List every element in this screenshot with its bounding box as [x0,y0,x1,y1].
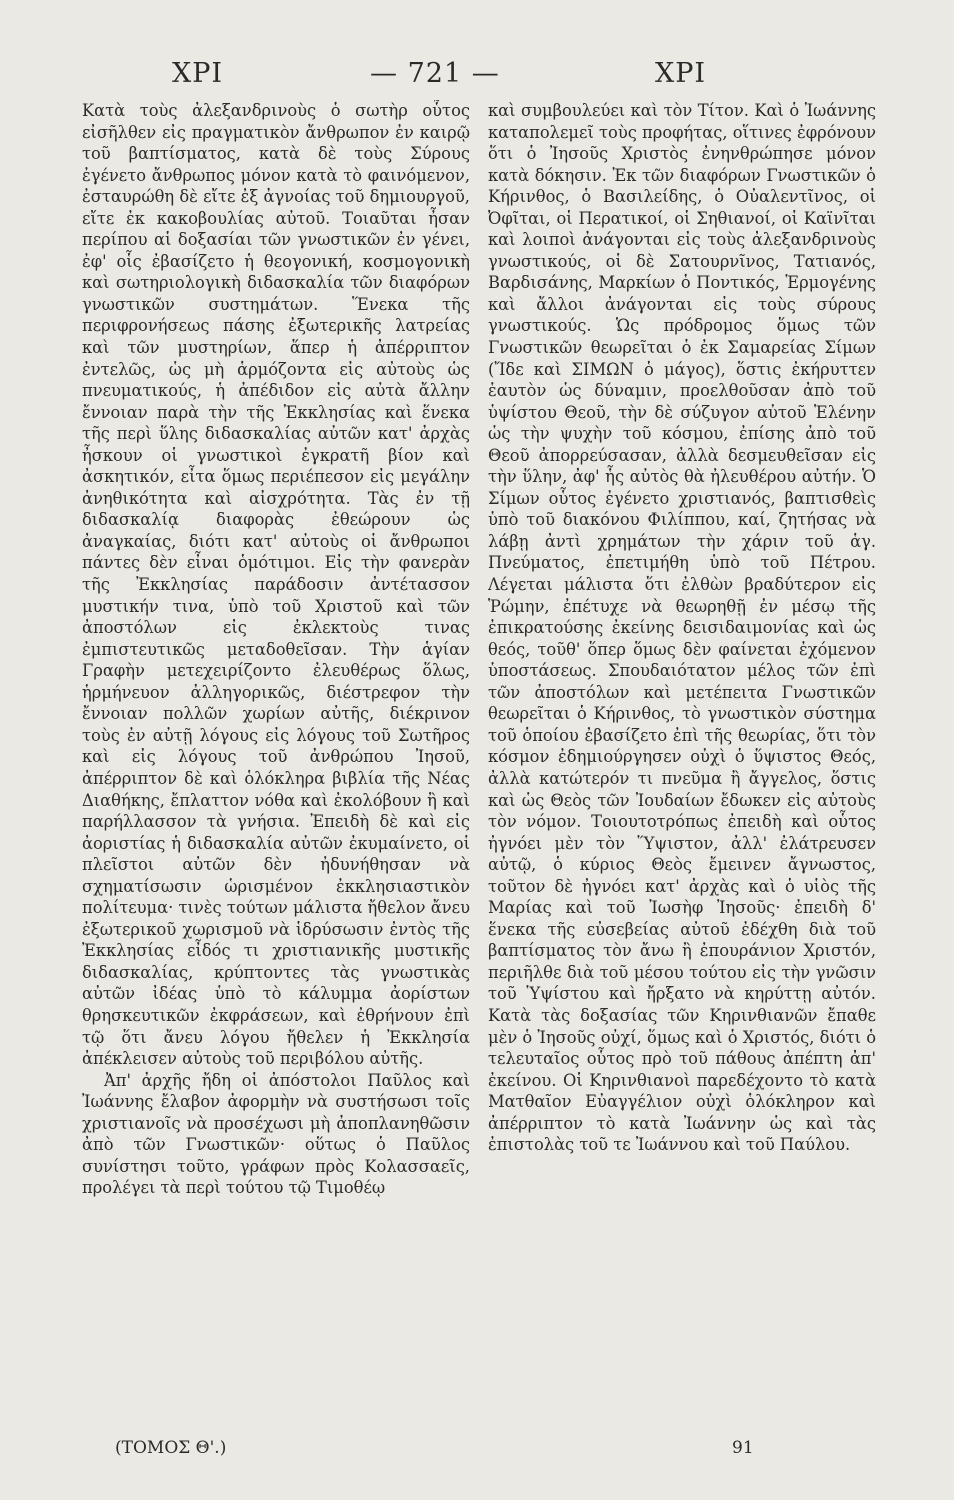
volume-label: (ΤΟΜΟΣ Θ'.) [115,1438,227,1458]
page-footer [0,1438,954,1468]
page-number: — 721 — [370,58,500,89]
right-paragraph-1: καὶ συμβουλεύει καὶ τὸν Τίτον. Καὶ ὁ Ἰωάννης καταπολεμεῖ τοὺς προφήτας, οἵτινες ἐφρόνουν ὅτι ὁ Ἰησοῦς Χριστὸς ἐνηνθρώπησε μόνον κατὰ δόκησιν. Ἐκ τῶν διαφόρων Γνωστικῶν ὁ Κήρινθος, ὁ Βασιλείδης, ὁ Οὐαλεντῖνος, οἱ Ὀφῖται, οἱ Περατικοί, οἱ Σηθιανοί, οἱ Καϊνῖται καὶ λοιποὶ ἀνάγονται εἰς τοὺς ἀλεξανδρινοὺς γνωστικούς, οἱ δὲ Σατουρνῖνος, Τατιανός, Βαρδισάνης, Μαρκίων ὁ Ποντικός, Ἑρμογένης καὶ ἄλλοι ἀνάγονται εἰς τοὺς σύρους γνωστικούς. Ὡς πρόδρομος ὅμως τῶν Γνωστικῶν θεωρεῖται ὁ ἐκ Σαμαρείας Σίμων (Ἴδε καὶ ΣΙΜΩΝ ὁ μάγος), ὅστις ἐκήρυττεν ἑαυτὸν ὡς δύναμιν, προελθοῦσαν ἀπὸ τοῦ ὑψίστου Θεοῦ, τὴν δὲ σύζυγον αὐτοῦ Ἑλένην ὡς τὴν ψυχὴν τοῦ κόσμου, ἐπίσης ἀπὸ τοῦ Θεοῦ ἀπορρεύσασαν, ἀλλὰ δεσμευθεῖσαν εἰς τὴν ὕλην, ἀφ' ἧς αὐτὸς θὰ ἠλευθέρου αὐτήν. Ὁ Σίμων οὗτος ἐγένετο χριστιανός, βαπτισθεὶς ὑπὸ τοῦ διακόνου Φιλίππου, καί, ζητήσας νὰ λάβῃ ἀντὶ χρημάτων τὴν χάριν τοῦ ἁγ. Πνεύματος, ἐπετιμήθη ὑπὸ τοῦ Πέτρου. Λέγεται μάλιστα ὅτι ἐλθὼν βραδύτερον εἰς Ῥώμην, ἐπέτυχε νὰ θεωρηθῇ ἐν μέσῳ τῆς ἐπικρατούσης ἐκείνης δεισιδαιμονίας καὶ ὡς θεός, τοῦθ' ὅπερ ὅμως δὲν φαίνεται ἐχόμενον ὑποστάσεως. Σπουδαιότατον μέλος τῶν ἐπὶ τῶν ἀποστόλων καὶ μετέπειτα Γνωστικῶν θεωρεῖται ὁ Κήρινθος, τὸ γνωστικὸν σύστημα τοῦ ὁποίου ἐβασίζετο ἐπὶ τῆς θεωρίας, ὅτι τὸν κόσμον ἐδημιούργησεν οὐχὶ ὁ ὕψιστος Θεός, ἀλλὰ κατώτερόν τι πνεῦμα ἢ ἄγγελος, ὅστις καὶ ὡς Θεὸς τῶν Ἰουδαίων ἔδωκεν εἰς αὐτοὺς τὸν νόμον. Τοιουτοτρόπως ἐπειδὴ καὶ οὗτος ἠγνόει μὲν τὸν Ὕψιστον, ἀλλ' ἐλάτρευσεν αὐτῷ, ὁ κύριος Θεὸς ἔμεινεν ἄγνωστος, τοῦτον δὲ ἠγνόει κατ' ἀρχὰς καὶ ὁ υἱὸς τῆς Μαρίας καὶ τοῦ Ἰωσὴφ Ἰησοῦς· ἐπειδὴ δ' ἕνεκα τῆς εὐσεβείας αὐτοῦ ἐδέχθη διὰ τοῦ βαπτίσματος τὸν ἄνω ἢ ἐπουράνιον Χριστόν, περιῆλθε διὰ τοῦ μέσου τούτου εἰς τὴν γνῶσιν τοῦ Ὑψίστου καὶ ἤρξατο νὰ κηρύττῃ αὐτόν. Κατὰ τὰς δοξασίας τῶν Κηρινθιανῶν ἔπαθε μὲν ὁ Ἰησοῦς οὐχί, ὅμως καὶ ὁ Χριστός, διότι ὁ τελευταῖος οὗτος πρὸ τοῦ πάθους ἀπέπτη ἀπ' ἐκείνου. Οἱ Κηρινθιανοὶ παρεδέχοντο τὸ κατὰ Ματθαῖον Εὐαγγέλιον οὐχὶ ὁλόκληρον καὶ ἀπέρριπτον τὸ κατὰ Ἰωάννην ὡς καὶ τὰς ἐπιστολὰς τοῦ τε Ἰωάννου καὶ τοῦ Παύλου. [488,101,876,1155]
left-column [82,100,470,1430]
left-paragraph-2: Ἀπ' ἀρχῆς ἤδη οἱ ἀπόστολοι Παῦλος καὶ Ἰωάννης ἔλαβον ἀφορμὴν νὰ συστήσωσι τοῖς χριστιανοῖς νὰ προσέχωσι μὴ ἀποπλανηθῶσιν ἀπὸ τῶν Γνωστικῶν· οὕτως ὁ Παῦλος συνίστησι τοῦτο, γράφων πρὸς Κολασσαεῖς, προλέγει τὰ περὶ τούτου τῷ Τιμοθέῳ [82,1070,470,1198]
header-left-keyword: ΧΡΙ [172,58,224,89]
left-paragraph-1: Κατὰ τοὺς ἀλεξανδρινοὺς ὁ σωτὴρ οὗτος εἰσῆλθεν εἰς πραγματικὸν ἄνθρωπον ἐν καιρῷ τοῦ βαπτίσματος, κατὰ δὲ τοὺς Σύρους ἐγένετο ἄνθρωπος μόνον κατὰ τὸ φαινόμενον, ἐσταυρώθη δὲ εἴτε ἐξ ἀγνοίας τοῦ δημιουργοῦ, εἴτε ἐκ κακοβουλίας αὐτοῦ. Τοιαῦται ἦσαν περίπου αἱ δοξασίαι τῶν γνωστικῶν ἐν γένει, ἐφ' οἷς ἐβασίζετο ἡ θεογονική, κοσμογονικὴ καὶ σωτηριολογικὴ διδασκαλία τῶν διαφόρων γνωστικῶν συστημάτων. Ἕνεκα τῆς περιφρονήσεως πάσης ἐξωτερικῆς λατρείας καὶ τῶν μυστηρίων, ἅπερ ἡ ἀπέρριπτον ἐντελῶς, ὡς μὴ ἁρμόζοντα εἰς αὐτοὺς ὡς πνευματικούς, ἡ ἀπέδιδον εἰς αὐτὰ ἄλλην ἔννοιαν παρὰ τὴν τῆς Ἐκκλησίας καὶ ἕνεκα τῆς περὶ ὕλης διδασκαλίας αὐτῶν κατ' ἀρχὰς ἦσκουν οἱ γνωστικοὶ ἐγκρατῆ βίον καὶ ἀσκητικόν, εἶτα ὅμως περιέπεσον εἰς μεγάλην ἀνηθικότητα καὶ αἰσχρότητα. Τὰς ἐν τῇ διδασκαλίᾳ διαφορὰς ἐθεώρουν ὡς ἀναγκαίας, διότι κατ' αὐτοὺς οἱ ἄνθρωποι πάντες δὲν εἶναι ὁμότιμοι. Εἰς τὴν φανερὰν τῆς Ἐκκλησίας παράδοσιν ἀντέτασσον μυστικήν τινα, ὑπὸ τοῦ Χριστοῦ καὶ τῶν ἀποστόλων εἰς ἐκλεκτοὺς τινας ἐμπιστευτικῶς μεταδοθεῖσαν. Τὴν ἁγίαν Γραφὴν μετεχειρίζοντο ἐλευθέρως ὅλως, ἡρμήνευον ἀλληγορικῶς, διέστρεφον τὴν ἔννοιαν πολλῶν χωρίων αὐτῆς, διέκρινον τοὺς ἐν αὐτῇ λόγους εἰς λόγους τοῦ Σωτῆρος καὶ εἰς λόγους τοῦ ἀνθρώπου Ἰησοῦ, ἀπέρριπτον δὲ καὶ ὁλόκληρα βιβλία τῆς Νέας Διαθήκης, ἔπλαττον νόθα καὶ ἐκολόβουν ἢ καὶ παρήλλασσον τὰ γνήσια. Ἐπειδὴ δὲ καὶ εἰς ἀοριστίας ἡ διδασκαλία αὐτῶν ἐκυμαίνετο, οἱ πλεῖστοι αὐτῶν δὲν ἠδυνήθησαν νὰ σχηματίσωσιν ὡρισμένον ἐκκλησιαστικὸν πολίτευμα· τινὲς τούτων μάλιστα ἤθελον ἄνευ ἐξωτερικοῦ χωρισμοῦ νὰ ἱδρύσωσιν ἐντὸς τῆς Ἐκκλησίας εἶδός τι χριστιανικῆς μυστικῆς διδασκαλίας, κρύπτοντες τὰς γνωστικὰς αὐτῶν ἰδέας ὑπὸ τὸ κάλυμμα ἀορίστων θρησκευτικῶν ἐκφράσεων, καὶ ἐθρήνουν ἐπὶ τῷ ὅτι ἄνευ λόγου ἤθελεν ἡ Ἐκκλησία ἀπέκλεισεν αὐτοὺς τοῦ περιβόλου αὐτῆς. [82,101,470,1069]
page-header [0,58,954,98]
header-right-keyword: ΧΡΙ [655,58,707,89]
right-column [488,100,876,1460]
signature-number: 91 [732,1438,754,1458]
